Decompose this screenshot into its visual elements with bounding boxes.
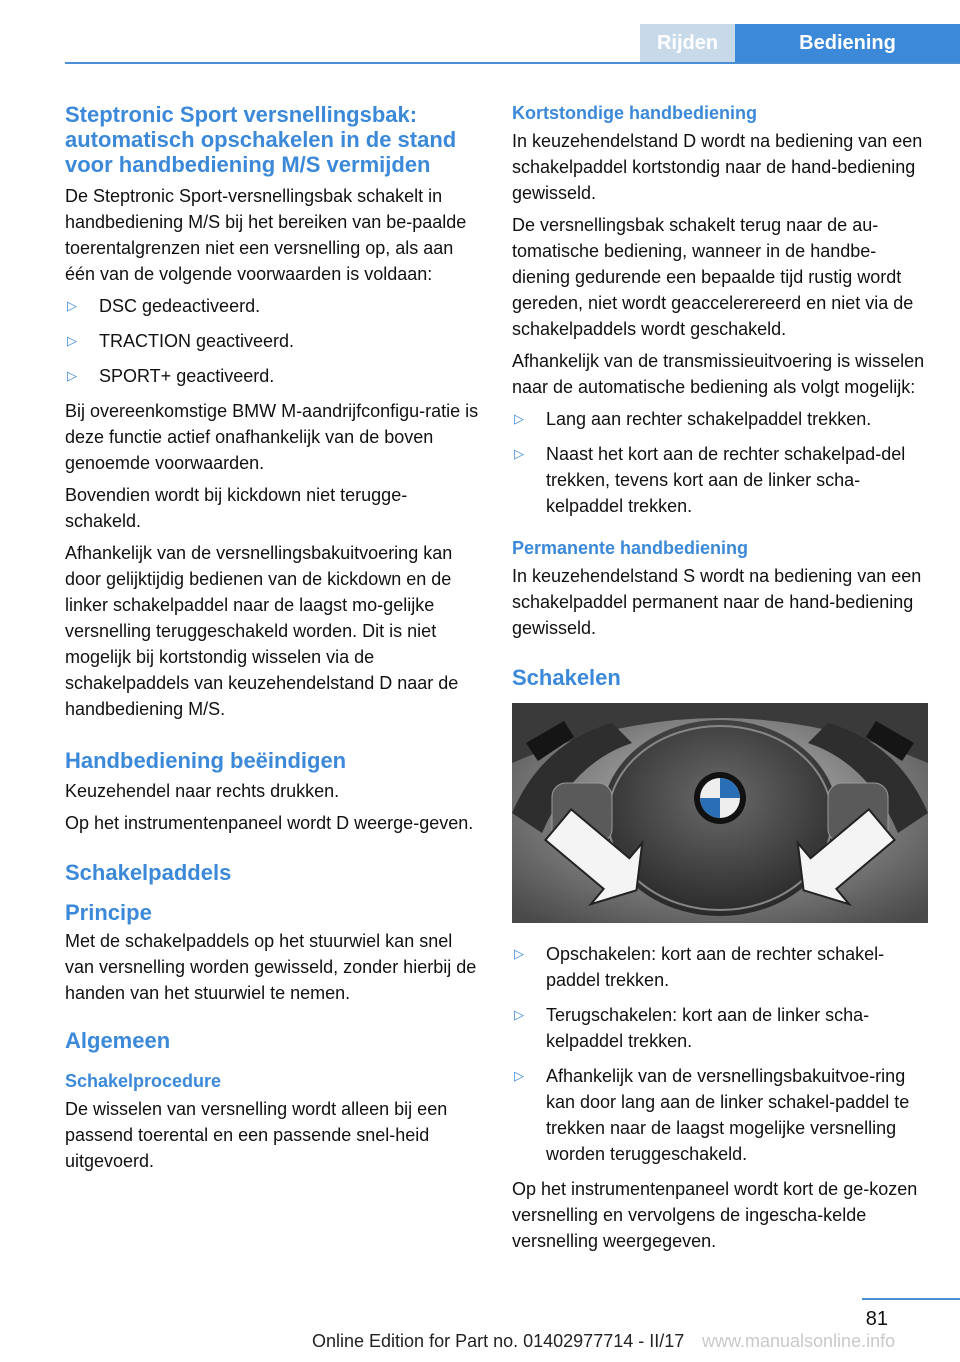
list-item: ▷ Terugschakelen: kort aan de linker scha‐kelpaddel trekken. bbox=[512, 1002, 928, 1054]
paragraph: Bovendien wordt bij kickdown niet terugge‐schakeld. bbox=[65, 485, 408, 531]
list-item: ▷ Afhankelijk van de versnellingsbakuitvoe‐ring kan door lang aan de linker schakel‐paddel te trekken naar de laagst mogelijke versnelling worden teruggeschakeld. bbox=[512, 1063, 928, 1167]
triangle-bullet-icon: ▷ bbox=[67, 298, 77, 313]
tab-rijden[interactable]: Rijden bbox=[640, 24, 735, 62]
paragraph: Met de schakelpaddels op het stuurwiel kan snel van versnelling worden gewisseld, zonder hierbij de handen van het stuurwiel te nemen. bbox=[65, 931, 477, 1003]
paragraph: Keuzehendel naar rechts drukken. bbox=[65, 781, 340, 801]
triangle-bullet-icon: ▷ bbox=[67, 368, 77, 383]
footer-divider bbox=[862, 1298, 960, 1300]
shift-list bbox=[512, 941, 928, 1167]
condition-list bbox=[65, 293, 480, 389]
paragraph: In keuzehendelstand D wordt na bediening van een schakelpaddel kortstondig naar de hand‐bediening gewisseld. bbox=[512, 131, 923, 203]
triangle-bullet-icon: ▷ bbox=[514, 1068, 524, 1083]
edition-label: Online Edition for Part no. 01402977714 - II/17 bbox=[312, 1331, 685, 1351]
right-column bbox=[512, 102, 928, 1260]
watermark[interactable]: www.manualsonline.info bbox=[702, 1331, 896, 1351]
triangle-bullet-icon: ▷ bbox=[514, 411, 524, 426]
list-item: ▷ SPORT+ geactiveerd. bbox=[65, 363, 480, 389]
heading-beeindigen: Handbediening beëindigen bbox=[65, 748, 347, 773]
triangle-bullet-icon: ▷ bbox=[67, 333, 77, 348]
paragraph: Op het instrumentenpaneel wordt kort de ge‐kozen versnelling en vervolgens de ingescha‐kelde versnelling weergegeven. bbox=[512, 1179, 918, 1251]
paragraph: De Steptronic Sport-versnellingsbak schakelt in handbediening M/S bij het bereiken van be‐paalde toerentalgrenzen niet een versnelling op, als aan één van de volgende voorwaarden is voldaan: bbox=[65, 186, 467, 284]
heading-schakelpaddels: Schakelpaddels bbox=[65, 860, 232, 885]
page-number: 81 bbox=[865, 1308, 888, 1330]
header-bar bbox=[65, 24, 960, 64]
heading-principe: Principe bbox=[65, 900, 152, 925]
list-item: ▷ Naast het kort aan de rechter schakelpad‐del trekken, tevens kort aan de linker scha‐kelpaddel trekken. bbox=[512, 441, 928, 519]
paragraph: Bij overeenkomstige BMW M-aandrijfconfigu‐ratie is deze functie actief onafhankelijk van de boven genoemde voorwaarden. bbox=[65, 401, 479, 473]
heading-steptronic: Steptronic Sport versnellingsbak: automatisch opschakelen in de stand voor handbediening M/S vermijden bbox=[65, 102, 457, 177]
left-column bbox=[65, 102, 480, 1180]
triangle-bullet-icon: ▷ bbox=[514, 946, 524, 961]
paragraph: Afhankelijk van de transmissieuitvoering is wisselen naar de automatische bediening als volgt mogelijk: bbox=[512, 351, 925, 397]
list-item: ▷ Lang aan rechter schakelpaddel trekken. bbox=[512, 406, 928, 432]
paragraph: In keuzehendelstand S wordt na bediening van een schakelpaddel permanent naar de hand‐bediening gewisseld. bbox=[512, 566, 922, 638]
triangle-bullet-icon: ▷ bbox=[514, 1007, 524, 1022]
heading-kortstondig: Kortstondige handbediening bbox=[512, 103, 757, 123]
heading-algemeen: Algemeen bbox=[65, 1028, 171, 1053]
list-item: ▷ Opschakelen: kort aan de rechter schakel‐paddel trekken. bbox=[512, 941, 928, 993]
list-item: ▷ DSC gedeactiveerd. bbox=[65, 293, 480, 319]
heading-permanent: Permanente handbediening bbox=[512, 538, 749, 558]
paragraph: Afhankelijk van de versnellingsbakuitvoering kan door gelijktijdig bedienen van de kickdown en de linker schakelpaddel naar de laagst mo‐gelijke versnelling teruggeschakeld worden. Dit is niet mogelijk bij kortstondig wisselen via de schakelpaddels van keuzehendelstand D naar de handbediening M/S. bbox=[65, 543, 459, 719]
paragraph: De versnellingsbak schakelt terug naar de au‐tomatische bediening, wanneer in de handbe‐diening gedurende een bepaalde tijd rustig wordt gereden, niet wordt geaccelerereerd en niet via de schakelpaddels wordt geschakeld. bbox=[512, 215, 914, 339]
paragraph: Op het instrumentenpaneel wordt D weerge‐geven. bbox=[65, 813, 474, 833]
steering-wheel-paddles-image bbox=[512, 703, 928, 923]
heading-schakelprocedure: Schakelprocedure bbox=[65, 1071, 222, 1091]
tab-bediening[interactable]: Bediening bbox=[735, 24, 960, 62]
list-item: ▷ TRACTION geactiveerd. bbox=[65, 328, 480, 354]
paragraph: De wisselen van versnelling wordt alleen bij een passend toerental en een passende snel‐heid uitgevoerd. bbox=[65, 1099, 448, 1171]
mode-switch-list bbox=[512, 406, 928, 519]
heading-schakelen: Schakelen bbox=[512, 665, 621, 690]
triangle-bullet-icon: ▷ bbox=[514, 446, 524, 461]
